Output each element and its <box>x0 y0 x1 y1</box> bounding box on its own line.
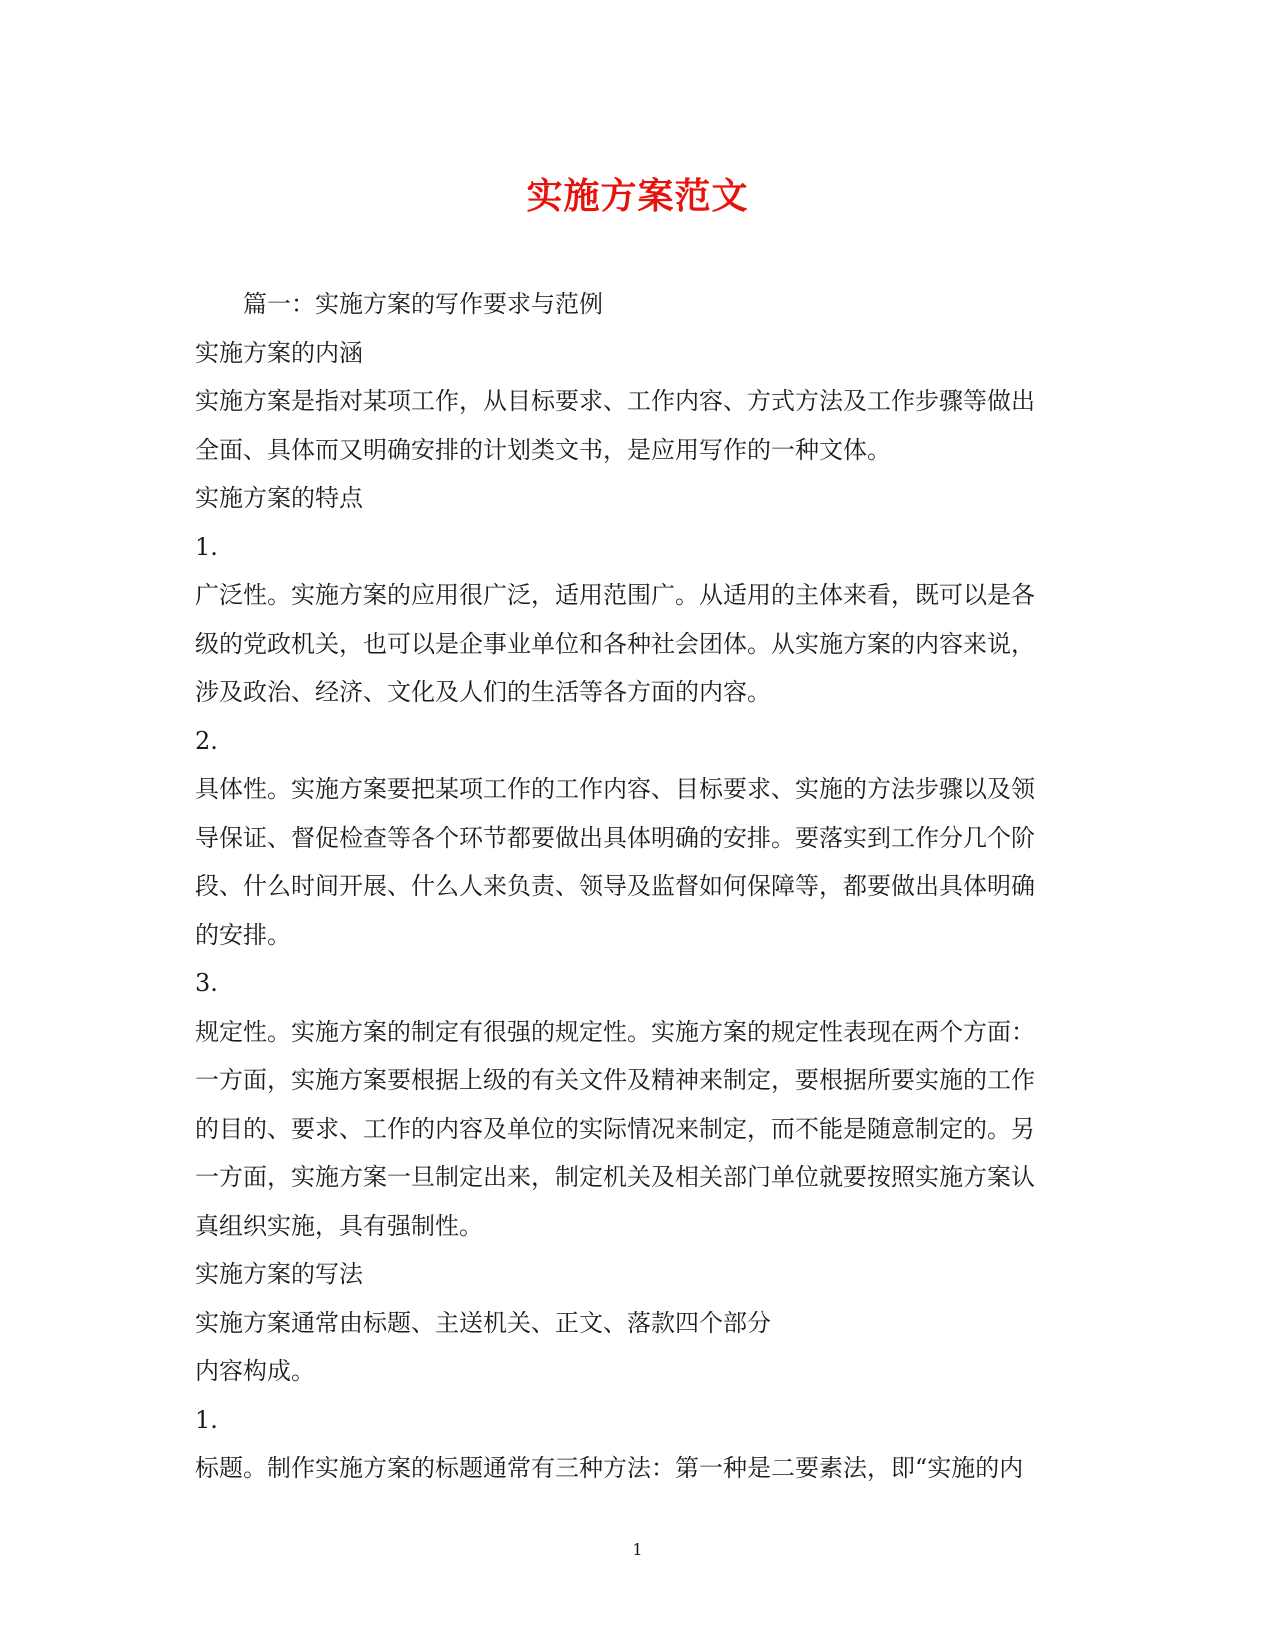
paragraph-line: 真组织实施，具有强制性。 <box>195 1211 483 1240</box>
list-number: 3. <box>195 969 218 997</box>
paragraph-line: 标题。制作实施方案的标题通常有三种方法：第一种是二要素法，即“实施的内 <box>195 1454 1024 1482</box>
list-number: 2. <box>195 726 218 755</box>
paragraph-line: 实施方案是指对某项工作，从目标要求、工作内容、方式方法及工作步骤等做出 <box>195 387 1035 415</box>
paragraph-line: 内容构成。 <box>195 1357 315 1385</box>
subheading: 实施方案的特点 <box>195 484 363 512</box>
paragraph-line: 全面、具体而又明确安排的计划类文书，是应用写作的一种文体。 <box>195 435 891 464</box>
paragraph-line: 一方面，实施方案一旦制定出来，制定机关及相关部门单位就要按照实施方案认 <box>195 1163 1035 1191</box>
document-title: 实施方案范文 <box>526 175 749 217</box>
paragraph-line: 实施方案通常由标题、主送机关、正文、落款四个部分 <box>195 1308 771 1337</box>
paragraph-line: 段、什么时间开展、什么人来负责、领导及监督如何保障等，都要做出具体明确 <box>195 872 1035 900</box>
paragraph-line: 的目的、要求、工作的内容及单位的实际情况来制定，而不能是随意制定的。另 <box>195 1114 1035 1143</box>
paragraph-line: 广泛性。实施方案的应用很广泛，适用范围广。从适用的主体来看，既可以是各 <box>195 581 1035 609</box>
section-heading: 篇一：实施方案的写作要求与范例 <box>243 290 603 318</box>
page-number: 1 <box>632 1540 643 1559</box>
paragraph-line: 涉及政治、经济、文化及人们的生活等各方面的内容。 <box>195 678 771 706</box>
paragraph-line: 导保证、督促检查等各个环节都要做出具体明确的安排。要落实到工作分几个阶 <box>195 823 1035 852</box>
list-number: 1. <box>195 1405 218 1434</box>
subheading: 实施方案的内涵 <box>195 338 363 367</box>
list-number: 1. <box>195 532 218 561</box>
subheading: 实施方案的写法 <box>195 1260 363 1288</box>
paragraph-line: 的安排。 <box>195 920 291 949</box>
paragraph-line: 规定性。实施方案的制定有很强的规定性。实施方案的规定性表现在两个方面： <box>195 1017 1035 1046</box>
paragraph-line: 级的党政机关，也可以是企事业单位和各种社会团体。从实施方案的内容来说， <box>195 629 1035 658</box>
paragraph-line: 一方面，实施方案要根据上级的有关文件及精神来制定，要根据所要实施的工作 <box>195 1066 1035 1094</box>
document-body <box>195 280 1075 1493</box>
paragraph-line: 具体性。实施方案要把某项工作的工作内容、目标要求、实施的方法步骤以及领 <box>195 775 1035 803</box>
